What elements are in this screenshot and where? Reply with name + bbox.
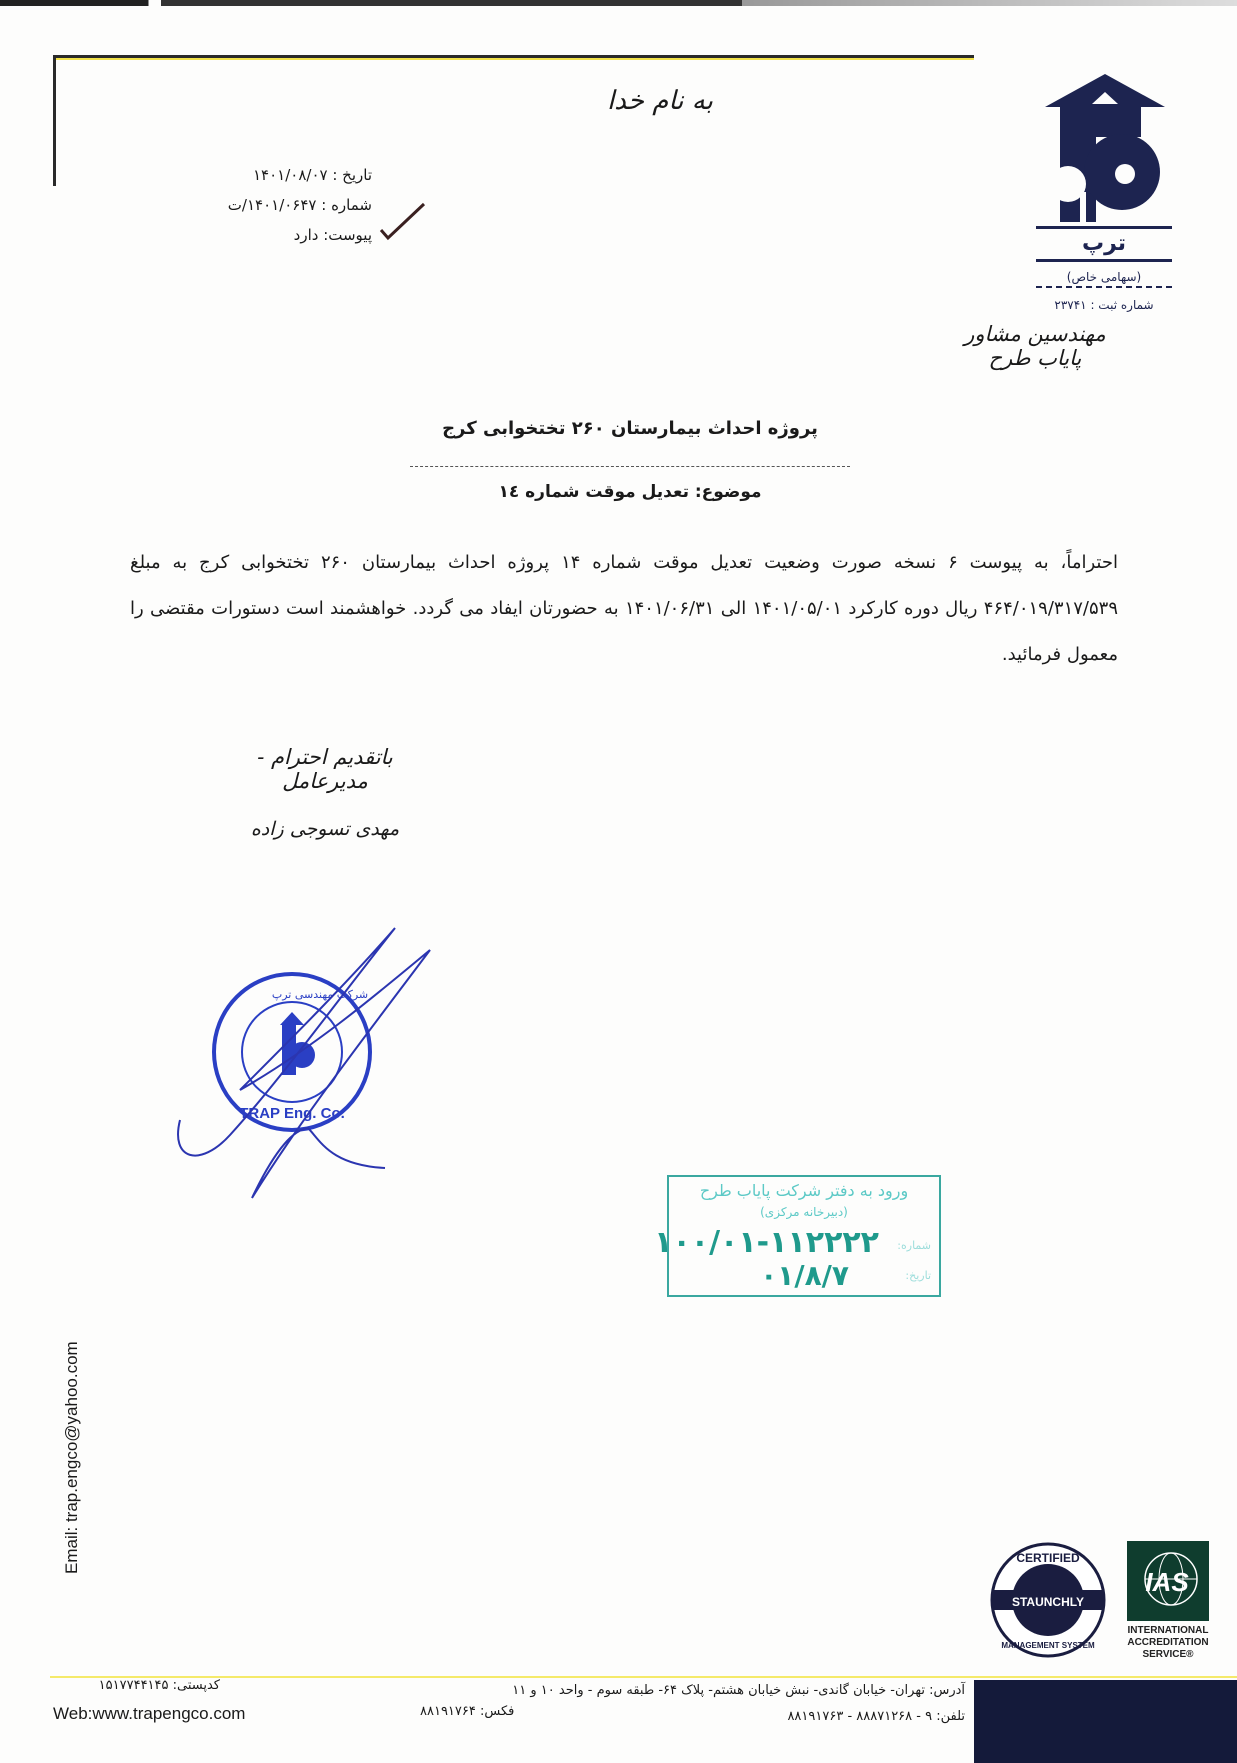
ias-logo [1127, 1541, 1209, 1661]
letter-meta [180, 160, 372, 250]
receipt-stamp [654, 1175, 941, 1297]
footer-fax: فکس: ۸۸۱۹۱۷۶۴ [420, 1704, 515, 1719]
footer-postal-code: کدپستی: ۱۵۱۷۷۴۴۱۴۵ [98, 1678, 220, 1693]
company-logo-icon [1030, 72, 1180, 222]
footer-website[interactable]: Web:www.trapengco.com [53, 1704, 246, 1723]
signatory-name: مهدی تسوجی زاده [250, 818, 400, 840]
closing: باتقدیم احترام - مدیرعامل [257, 745, 393, 793]
stamp-date-label: تاریخ: [905, 1269, 931, 1282]
cert-top-text: CERTIFIED [1016, 1551, 1080, 1565]
footer-phone: تلفن: ۹ - ۸۸۸۷۱۲۶۸ - ۸۸۱۹۱۷۶۳ [787, 1709, 965, 1724]
letter-subject: موضوع: تعدیل موقت شماره ١٤ [498, 482, 762, 502]
stamp-date: ۰۱/۸/۷ [760, 1259, 849, 1292]
stamp-number-label: شماره: [897, 1239, 931, 1252]
letter-attachment: پیوست: دارد [293, 226, 372, 244]
certified-management-system-logo [990, 1540, 1110, 1660]
company-seal [170, 920, 460, 1210]
cert-center-text: STAUNCHLY [1011, 1595, 1085, 1609]
company-full-name: مهندسین مشاور پایاب طرح [964, 322, 1106, 370]
ias-line3: SERVICE® [1142, 1649, 1194, 1660]
footer-block [974, 1680, 1237, 1763]
stamp-header: ورود به دفتر شرکت پایاب طرح [699, 1181, 909, 1200]
title-divider [410, 466, 850, 467]
seal-text-en: TRAP Eng. Co. [239, 1105, 345, 1122]
letter-number: شماره : ۱۴۰۱/۰۶۴۷/ت [227, 196, 372, 214]
seal-text-fa: شرکت مهندسی ترپ [271, 988, 369, 1001]
project-title: پروژه احداث بیمارستان ۲۶۰ تختخوابی کرج [442, 418, 818, 439]
stamp-subheader: (دبیرخانه مرکزی) [760, 1205, 848, 1219]
checkmark-icon [378, 198, 428, 244]
contact-email: Email: trap.engco@yahoo.com [62, 1341, 81, 1574]
letterhead-left-rule [53, 55, 56, 186]
invocation: به نام خدا [607, 86, 713, 116]
stamp-number: ۱۰۰/۰۱-۱۱۲۲۲۲ [654, 1225, 879, 1260]
company-registration: شماره ثبت : ۲۳۷۴۱ [1054, 298, 1154, 312]
letterhead-top-rule [53, 55, 974, 60]
ias-line1: INTERNATIONAL [1127, 1625, 1209, 1636]
letter-date: تاریخ : ۱۴۰۱/۰۸/۰۷ [253, 166, 372, 184]
ias-globe-icon [1127, 1541, 1209, 1621]
ias-line2: ACCREDITATION [1127, 1637, 1209, 1648]
ias-logo-text: IAS [1145, 1567, 1189, 1597]
cert-bottom-text: MANAGEMENT SYSTEM [1001, 1641, 1095, 1650]
company-type: (سهامی خاص) [1036, 270, 1172, 288]
company-logo-name: ترپ [1036, 226, 1172, 262]
letter-body: احتراماً، به پیوست ۶ نسخه صورت وضعیت تعدیل موقت شماره ۱۴ پروژه احداث بیمارستان ۲۶۰ تختخوابی کرج به مبلغ ۴۶۴/۰۱۹/۳۱۷/۵۳۹ ریال دوره کارکرد ۱۴۰۱/۰۵/۰۱ الی ۱۴۰۱/۰۶/۳۱ به حضورتان ایفاد می گردد. خواهشمند است دستورات مقتضی را معمول فرمائید. [130, 552, 1118, 665]
scan-top-edge [0, 0, 1237, 6]
footer-address: آدرس: تهران- خیابان گاندی- نبش خیابان هشتم- پلاک ۶۴- طبقه سوم - واحد ۱۰ و ۱۱ [512, 1683, 965, 1698]
